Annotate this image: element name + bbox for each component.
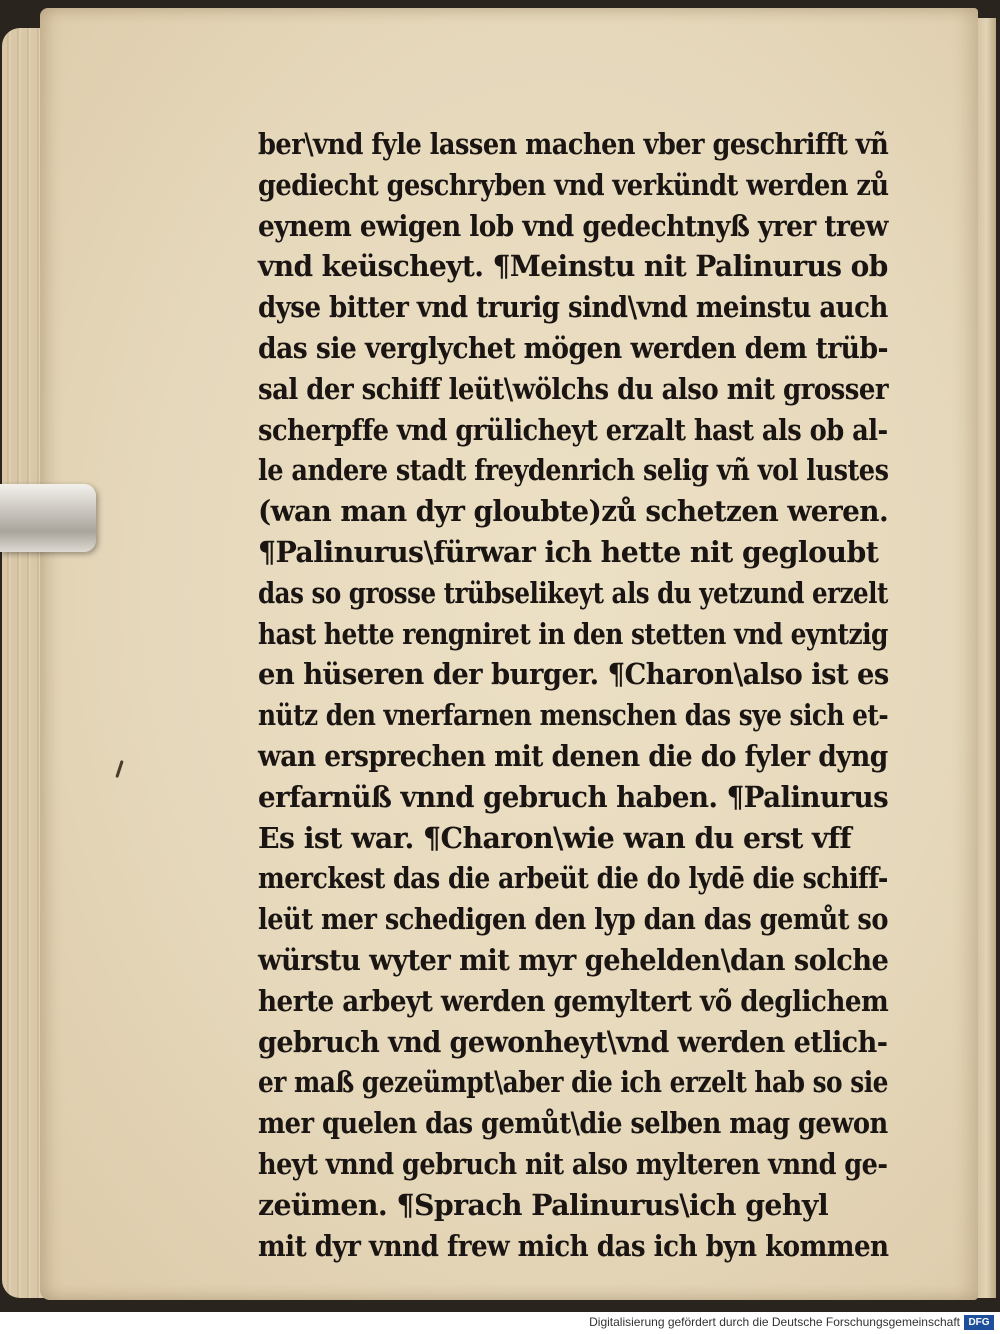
text-line: le andere stadt freydenrich selig vñ vol lustes [258, 453, 889, 488]
text-line: vnd keüscheyt. ¶Meinstu nit Palinurus ob [258, 249, 888, 284]
text-line: er maß gezeümpt\aber die ich erzelt hab so sie [258, 1065, 888, 1100]
text-line: mer quelen das gemůt\die selben mag gewon [258, 1106, 888, 1141]
text-line: hast hette rengniret in den stetten vnd eyntzig [258, 616, 888, 651]
text-line: scherpffe vnd grülicheyt erzalt hast als ob al- [258, 412, 888, 447]
page-holder-clip [0, 484, 96, 552]
text-line: merckest das die arbeüt die do lydē die schiff- [258, 861, 888, 896]
text-line: heyt vnnd gebruch nit also mylteren vnnd ge- [258, 1146, 888, 1181]
dfg-logo: DFG [964, 1315, 994, 1330]
text-line: das sie verglychet mögen werden dem trüb- [258, 330, 889, 365]
footer-credit: Digitalisierung gefördert durch die Deutsche Forschungsgemeinschaft [589, 1315, 960, 1329]
text-line: Es ist war. ¶Charon\wie wan du erst vff [258, 820, 852, 855]
text-line: gediecht geschryben vnd verkündt werden zů [258, 167, 889, 202]
text-line: mit dyr vnnd frew mich das ich byn kommen [258, 1228, 889, 1263]
text-line: herte arbeyt werden gemyltert võ deglichem [258, 983, 889, 1018]
text-line: leüt mer schedigen den lyp dan das gemůt so [258, 902, 888, 937]
text-line: zeümen. ¶Sprach Palinurus\ich gehyl [258, 1187, 829, 1222]
text-line: erfarnüß vnnd gebruch haben. ¶Palinurus [258, 779, 889, 814]
text-line: dyse bitter vnd trurig sind\vnd meinstu auch [258, 290, 888, 325]
text-line: das so grosse trübselikeyt als du yetzund erzelt [258, 575, 888, 610]
page-text [258, 124, 902, 1266]
text-line: en hüseren der burger. ¶Charon\also ist es [258, 657, 889, 692]
text-line: sal der schiff leüt\wölchs du also mit grosser [258, 371, 889, 406]
text-line: würstu wyter mit myr gehelden\dan solche [258, 942, 889, 977]
text-line: nütz den vnerfarnen menschen das sye sich et- [258, 698, 889, 733]
text-line: wan ersprechen mit denen die do fyler dyng [258, 738, 888, 773]
text-line: eynem ewigen lob vnd gedechtnyß yrer trew [258, 208, 888, 243]
footer-bar [0, 1312, 1000, 1334]
text-line: (wan man dyr gloubte)zů schetzen weren. [258, 494, 889, 529]
text-line: gebruch vnd gewonheyt\vnd werden etlich- [258, 1024, 888, 1059]
text-line: ¶Palinurus\fürwar ich hette nit gegloubt [258, 534, 879, 569]
text-line: ber\vnd fyle lassen machen vber geschrifft vñ [258, 127, 889, 161]
